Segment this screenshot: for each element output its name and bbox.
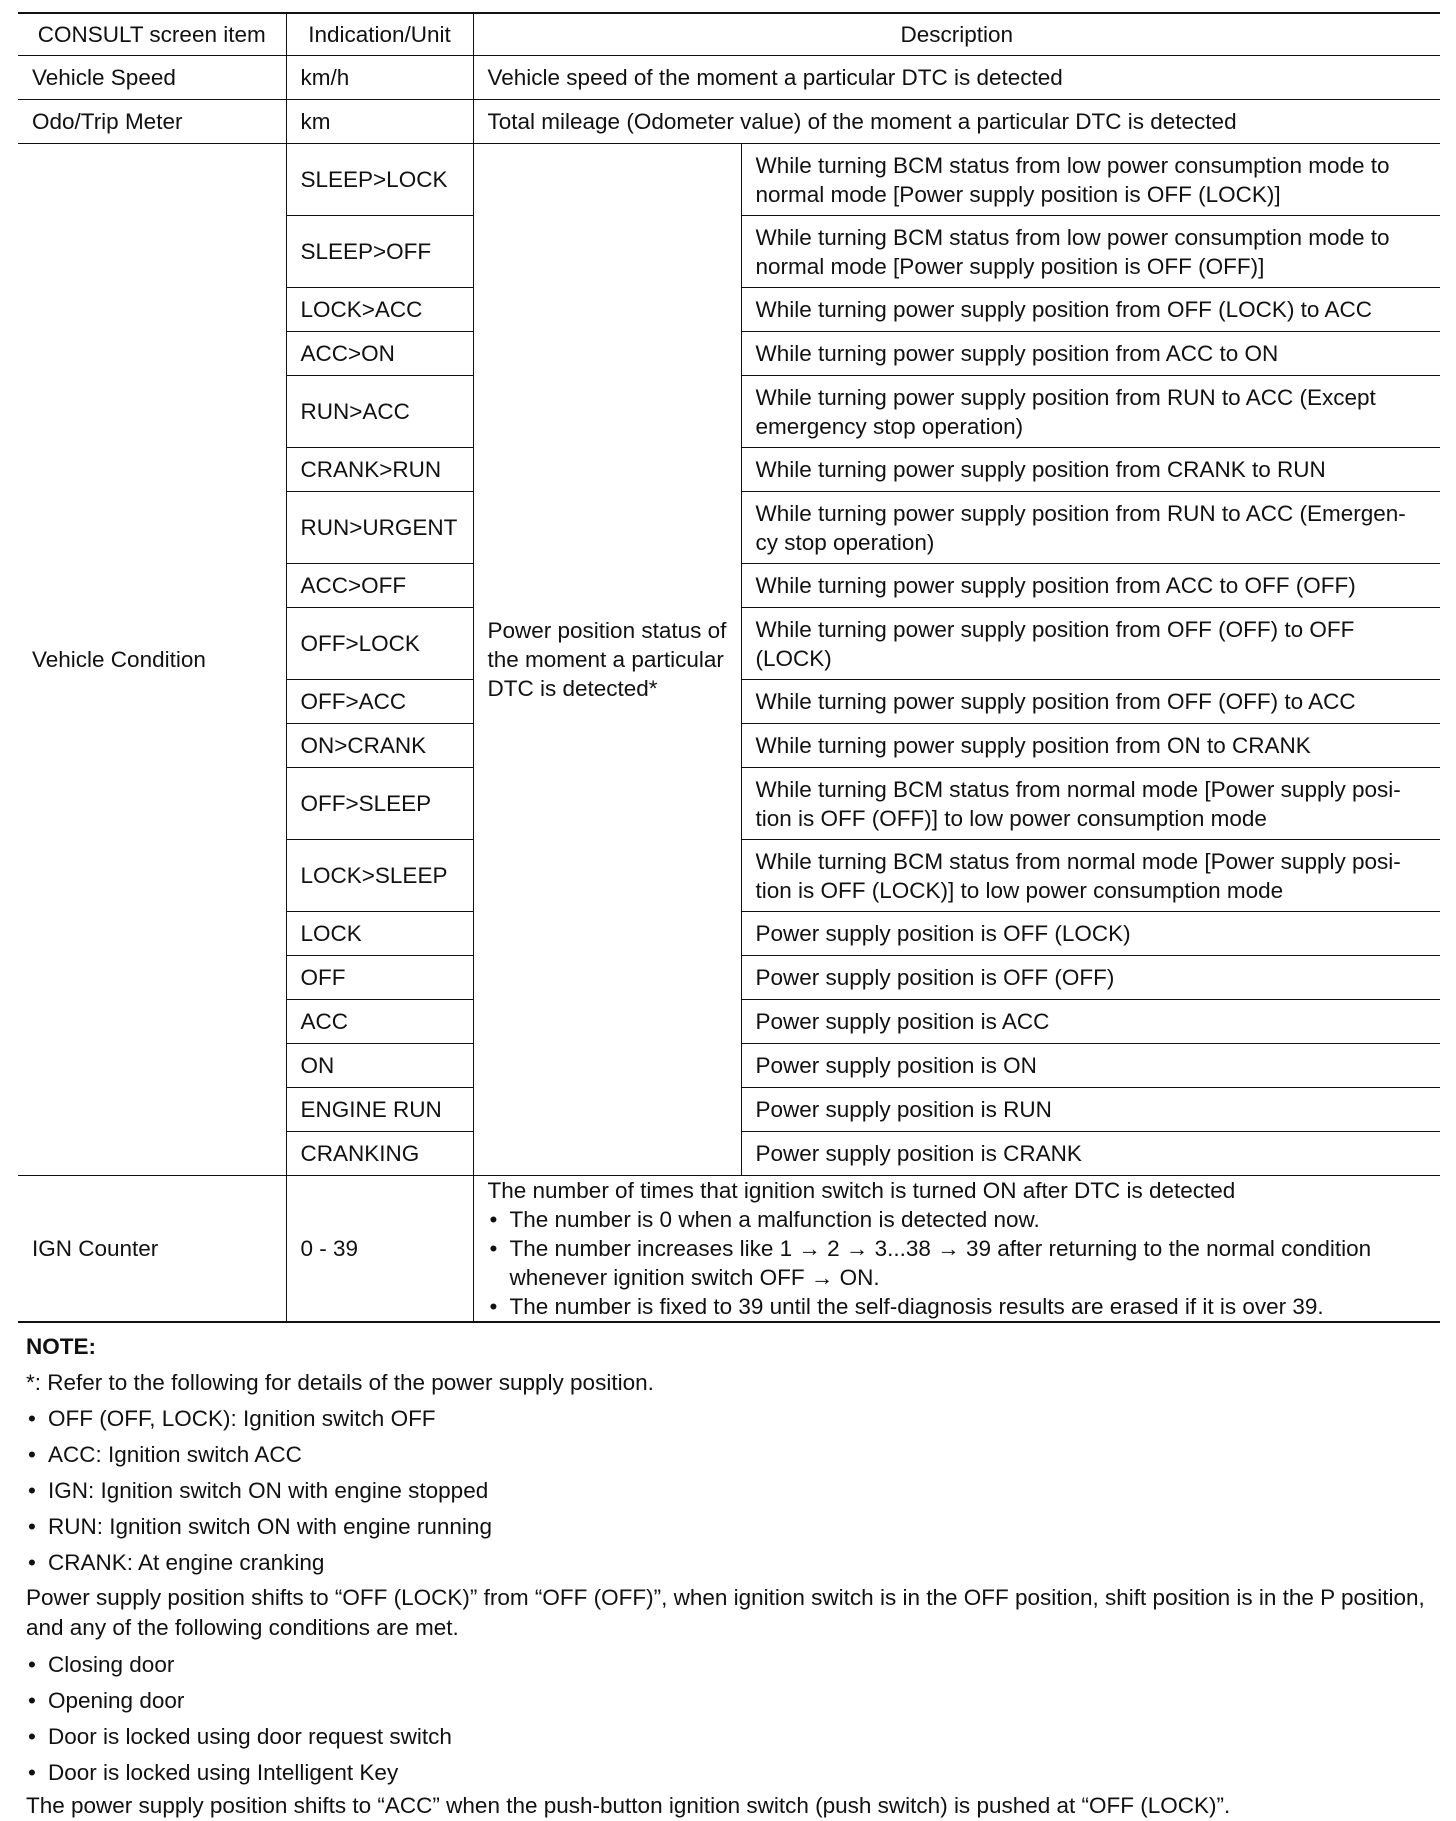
list-item: • The number is 0 when a malfunction is detected now. (488, 1205, 1427, 1234)
description-cell: Power supply position is CRANK (741, 1132, 1440, 1176)
header-item: CONSULT screen item (18, 13, 286, 56)
description-cell: While turning power supply position from OFF (LOCK) to ACC (741, 288, 1440, 332)
list-item: • ACC: Ignition switch ACC (26, 1437, 1440, 1473)
description-cell: While turning BCM status from normal mode [Power supply posi-tion is OFF (LOCK)] to low power consumption mode (741, 840, 1440, 912)
table-header-row (18, 13, 1440, 56)
description-cell: While turning power supply position from RUN to ACC (Except emergency stop operation) (741, 376, 1440, 448)
indication-cell: LOCK>SLEEP (286, 840, 473, 912)
list-item: • Closing door (26, 1647, 1440, 1683)
description-cell: While turning power supply position from OFF (OFF) to ACC (741, 680, 1440, 724)
description-cell: While turning power supply position from OFF (OFF) to OFF (LOCK) (741, 608, 1440, 680)
indication-cell: ACC>OFF (286, 564, 473, 608)
description-cell: While turning power supply position from CRANK to RUN (741, 448, 1440, 492)
note-reference: *: Refer to the following for details of the power supply position. (26, 1370, 654, 1395)
indication-cell: OFF>SLEEP (286, 768, 473, 840)
document (18, 12, 1440, 1821)
indication-cell: ENGINE RUN (286, 1088, 473, 1132)
header-unit: Indication/Unit (286, 13, 473, 56)
description-cell: While turning power supply position from RUN to ACC (Emergen-cy stop operation) (741, 492, 1440, 564)
shift-paragraph: Power supply position shifts to “OFF (LOCK)” from “OFF (OFF)”, when ignition switch is in the OFF position, shift position is in the P position, and any of the following conditions are met. (26, 1585, 1425, 1640)
indication-cell: ACC (286, 1000, 473, 1044)
table-row (18, 1176, 1440, 1323)
indication-cell: ON>CRANK (286, 724, 473, 768)
notes-section (18, 1329, 1440, 1821)
description-cell: Vehicle speed of the moment a particular DTC is detected (473, 56, 1440, 100)
description-cell: While turning power supply position from ON to CRANK (741, 724, 1440, 768)
indication-cell: RUN>URGENT (286, 492, 473, 564)
list-item: • OFF (OFF, LOCK): Ignition switch OFF (26, 1401, 1440, 1437)
indication-cell: OFF (286, 956, 473, 1000)
indication-cell: ON (286, 1044, 473, 1088)
ign-intro: The number of times that ignition switch is turned ON after DTC is detected (487, 1178, 1236, 1203)
indication-cell: RUN>ACC (286, 376, 473, 448)
description-cell: While turning BCM status from normal mode [Power supply posi-tion is OFF (OFF)] to low power consumption mode (741, 768, 1440, 840)
description-cell: Power supply position is RUN (741, 1088, 1440, 1132)
indication-cell: LOCK (286, 912, 473, 956)
item-cell: IGN Counter (18, 1176, 286, 1323)
description-cell: Power supply position is ACC (741, 1000, 1440, 1044)
description-cell: Power supply position is OFF (OFF) (741, 956, 1440, 1000)
indication-cell: CRANK>RUN (286, 448, 473, 492)
unit-cell: km/h (286, 56, 473, 100)
list-item: • The number increases like 1 → 2 → 3...38 → 39 after returning to the normal condition whenever ignition switch OFF → ON. (488, 1234, 1427, 1292)
power-position-description: Power position status of the moment a particular DTC is detected* (473, 144, 741, 1176)
indication-cell: SLEEP>LOCK (286, 144, 473, 216)
indication-cell: OFF>LOCK (286, 608, 473, 680)
list-item: • Door is locked using door request switch (26, 1719, 1440, 1755)
description-cell: Total mileage (Odometer value) of the moment a particular DTC is detected (473, 100, 1440, 144)
description-cell: Power supply position is OFF (LOCK) (741, 912, 1440, 956)
description-cell: While turning BCM status from low power consumption mode to normal mode [Power supply position is OFF (OFF)] (741, 216, 1440, 288)
final-note: The power supply position shifts to “ACC” when the push-button ignition switch (push switch) is pushed at “OFF (LOCK)”. (26, 1793, 1231, 1818)
indication-cell: ACC>ON (286, 332, 473, 376)
item-cell: Vehicle Condition (18, 144, 286, 1176)
note-title: NOTE: (26, 1334, 96, 1359)
list-item: • The number is fixed to 39 until the self-diagnosis results are erased if it is over 39. (488, 1292, 1427, 1321)
indication-cell: CRANKING (286, 1132, 473, 1176)
description-cell: Power supply position is ON (741, 1044, 1440, 1088)
ign-bullet-list (488, 1205, 1427, 1321)
power-position-list (26, 1401, 1440, 1581)
indication-cell: OFF>ACC (286, 680, 473, 724)
description-cell: While turning power supply position from ACC to OFF (OFF) (741, 564, 1440, 608)
table-row (18, 56, 1440, 100)
list-item: • IGN: Ignition switch ON with engine stopped (26, 1473, 1440, 1509)
table-row (18, 100, 1440, 144)
description-cell (473, 1176, 1440, 1323)
item-cell: Vehicle Speed (18, 56, 286, 100)
conditions-list (26, 1647, 1440, 1791)
list-item: • Opening door (26, 1683, 1440, 1719)
list-item: • CRANK: At engine cranking (26, 1545, 1440, 1581)
consult-table (18, 12, 1440, 1323)
indication-cell: LOCK>ACC (286, 288, 473, 332)
unit-cell: km (286, 100, 473, 144)
list-item: • RUN: Ignition switch ON with engine running (26, 1509, 1440, 1545)
table-row (18, 144, 1440, 216)
unit-cell: 0 - 39 (286, 1176, 473, 1323)
header-description: Description (473, 13, 1440, 56)
list-item: • Door is locked using Intelligent Key (26, 1755, 1440, 1791)
description-cell: While turning BCM status from low power consumption mode to normal mode [Power supply position is OFF (LOCK)] (741, 144, 1440, 216)
indication-cell: SLEEP>OFF (286, 216, 473, 288)
item-cell: Odo/Trip Meter (18, 100, 286, 144)
description-cell: While turning power supply position from ACC to ON (741, 332, 1440, 376)
